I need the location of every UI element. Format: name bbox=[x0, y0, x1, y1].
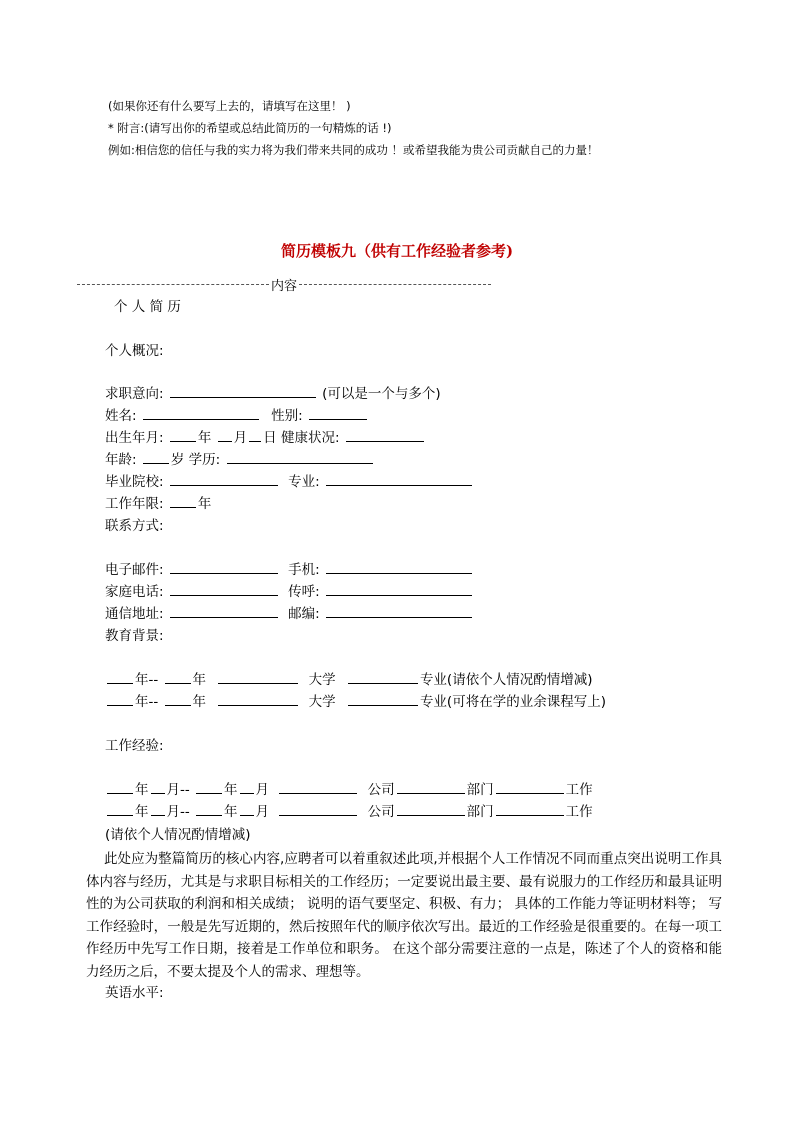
school-row bbox=[105, 471, 474, 493]
work2-start-month-unit: 月 bbox=[166, 804, 180, 820]
name-row bbox=[105, 405, 369, 427]
work2-start-year-blank bbox=[107, 801, 133, 816]
work1-company-label: 公司 bbox=[367, 782, 395, 798]
school-blank bbox=[170, 471, 278, 486]
home-phone-blank bbox=[170, 581, 278, 596]
age-row bbox=[105, 449, 375, 471]
school-label: 毕业院校: bbox=[105, 474, 164, 490]
edu1-major-label: 专业(请依个人情况酌情增减) bbox=[419, 672, 593, 688]
work1-start-year-blank bbox=[107, 779, 133, 794]
work1-end-year-unit: 年 bbox=[224, 782, 238, 798]
birth-month-blank bbox=[218, 427, 232, 442]
major-label: 专业: bbox=[288, 474, 320, 490]
mobile-blank bbox=[326, 559, 472, 574]
birth-day-blank bbox=[249, 427, 261, 442]
email-label: 电子邮件: bbox=[105, 562, 164, 578]
edu1-start-blank bbox=[107, 669, 133, 684]
job-intent-row bbox=[105, 383, 441, 405]
email-blank bbox=[170, 559, 278, 574]
work1-start-month-unit: 月 bbox=[166, 782, 180, 798]
name-label: 姓名: bbox=[105, 408, 137, 424]
work2-end-month-blank bbox=[240, 801, 254, 816]
postcode-label: 邮编: bbox=[288, 606, 320, 622]
work2-company-blank bbox=[279, 801, 357, 816]
work1-department-blank bbox=[397, 779, 465, 794]
age-unit: 岁 bbox=[170, 452, 185, 468]
health-blank bbox=[346, 427, 424, 442]
edu2-end-unit: 年 bbox=[192, 694, 207, 710]
work2-start-year-unit: 年 bbox=[135, 804, 149, 820]
work-years-blank bbox=[170, 493, 196, 508]
gender-label: 性别: bbox=[271, 408, 303, 424]
birth-year-blank bbox=[170, 427, 196, 442]
divider-dash-left bbox=[77, 284, 269, 285]
postcode-blank bbox=[326, 603, 472, 618]
work2-company-label: 公司 bbox=[367, 804, 395, 820]
job-intent-label: 求职意向: bbox=[105, 386, 164, 402]
age-blank bbox=[143, 449, 169, 464]
home-phone-row bbox=[105, 581, 474, 603]
work2-end-year-blank bbox=[196, 801, 222, 816]
edu2-university-blank bbox=[218, 691, 298, 706]
work1-sep: -- bbox=[180, 782, 190, 798]
english-level-label: 英语水平: bbox=[105, 985, 164, 1001]
edu2-start-unit: 年 bbox=[135, 694, 149, 710]
education-row-2 bbox=[105, 691, 606, 713]
education-level-blank bbox=[227, 449, 373, 464]
age-label: 年龄: bbox=[105, 452, 137, 468]
edu1-sep: -- bbox=[148, 672, 159, 688]
work2-department-blank bbox=[397, 801, 465, 816]
birth-label: 出生年月: bbox=[105, 430, 164, 446]
contact-label: 联系方式: bbox=[105, 518, 164, 534]
work-row-1 bbox=[105, 779, 593, 801]
work1-start-year-unit: 年 bbox=[135, 782, 149, 798]
name-blank bbox=[143, 405, 259, 420]
work-exp-paragraph: 此处应为整篇简历的核心内容,应聘者可以着重叙述此项,并根据个人工作情况不同而重点突出说明工作具体内容与经历，尤其是与求职目标相关的工作经历；一定要说出最主要、最有说服力的工作经历和最具证明性的为公司获取的利润和相关成绩； 说明的语气要坚定、积极、有力； 具体的工作能力等证明材料等； 写工作经验时，一般是先写近期的，然后按照年代的顺序依次写出。最近的工作经验是很重要的。在每一项工作经历中先写工作日期，接着是工作单位和职务。 在这个部分需要注意的一点是，陈述了个人的资格和能力经历之后，不要太提及个人的需求、理想等。 bbox=[86, 851, 722, 980]
birth-year-unit: 年 bbox=[197, 430, 212, 446]
education-bg-label: 教育背景: bbox=[105, 628, 164, 644]
health-label: 健康状况: bbox=[280, 430, 340, 446]
edu2-sep: -- bbox=[148, 694, 159, 710]
address-row bbox=[105, 603, 474, 625]
birth-day-unit: 日 bbox=[263, 430, 277, 446]
edu2-end-blank bbox=[165, 691, 191, 706]
work-exp-label: 工作经验: bbox=[105, 738, 164, 754]
pager-label: 传呼: bbox=[288, 584, 320, 600]
work1-department-label: 部门 bbox=[466, 782, 494, 798]
intro-line-1: (如果你还有什么要写上去的，请填写在这里！ ) bbox=[108, 99, 351, 113]
work1-start-month-blank bbox=[151, 779, 165, 794]
work1-position-label: 工作 bbox=[565, 782, 593, 798]
document-title: 简历模板九（供有工作经验者参考) bbox=[280, 242, 514, 260]
work2-end-month-unit: 月 bbox=[255, 804, 270, 820]
edu1-end-unit: 年 bbox=[192, 672, 207, 688]
email-row bbox=[105, 559, 474, 581]
edu2-major-blank bbox=[348, 691, 418, 706]
work2-start-month-blank bbox=[151, 801, 165, 816]
edu1-university-label: 大学 bbox=[308, 672, 336, 688]
work-years-unit: 年 bbox=[197, 496, 212, 512]
major-blank bbox=[326, 471, 472, 486]
work1-end-year-blank bbox=[196, 779, 222, 794]
work1-company-blank bbox=[279, 779, 357, 794]
resume-heading: 个 人 简 历 bbox=[114, 299, 181, 315]
work-years-row bbox=[105, 493, 211, 515]
overview-label: 个人概况: bbox=[105, 343, 164, 359]
edu1-start-unit: 年 bbox=[135, 672, 149, 688]
intro-line-3: 例如:相信您的信任与我的实力将为我们带来共同的成功 ！或希望我能为贵公司贡献自己的力量！ bbox=[108, 143, 599, 157]
work1-end-month-unit: 月 bbox=[255, 782, 270, 798]
work1-end-month-blank bbox=[240, 779, 254, 794]
mobile-label: 手机: bbox=[288, 562, 320, 578]
gender-blank bbox=[309, 405, 367, 420]
birth-month-unit: 月 bbox=[233, 430, 248, 446]
education-row-1 bbox=[105, 669, 592, 691]
work-years-label: 工作年限: bbox=[105, 496, 164, 512]
content-divider bbox=[77, 274, 491, 294]
edu2-start-blank bbox=[107, 691, 133, 706]
work1-position-blank bbox=[496, 779, 564, 794]
divider-label: 内容 bbox=[271, 278, 298, 294]
work2-department-label: 部门 bbox=[466, 804, 494, 820]
edu2-major-label: 专业(可将在学的业余课程写上) bbox=[419, 694, 606, 710]
work-row-2 bbox=[105, 801, 593, 823]
divider-dash-right bbox=[299, 284, 491, 285]
work2-sep: -- bbox=[180, 804, 190, 820]
address-label: 通信地址: bbox=[105, 606, 164, 622]
work2-end-year-unit: 年 bbox=[224, 804, 238, 820]
edu2-university-label: 大学 bbox=[308, 694, 336, 710]
edu1-major-blank bbox=[348, 669, 418, 684]
edu1-university-blank bbox=[218, 669, 298, 684]
address-blank bbox=[170, 603, 278, 618]
job-intent-note: (可以是一个与多个) bbox=[322, 386, 441, 402]
edu1-end-blank bbox=[165, 669, 191, 684]
pager-blank bbox=[326, 581, 472, 596]
work2-position-blank bbox=[496, 801, 564, 816]
home-phone-label: 家庭电话: bbox=[105, 584, 164, 600]
education-level-label: 学历: bbox=[188, 452, 221, 468]
work-note: (请依个人情况酌情增减) bbox=[105, 827, 251, 843]
birth-row bbox=[105, 427, 426, 449]
job-intent-blank bbox=[170, 383, 316, 398]
intro-line-2: * 附言:(请写出你的希望或总结此简历的一句精炼的话 !) bbox=[108, 121, 392, 135]
work2-position-label: 工作 bbox=[565, 804, 593, 820]
